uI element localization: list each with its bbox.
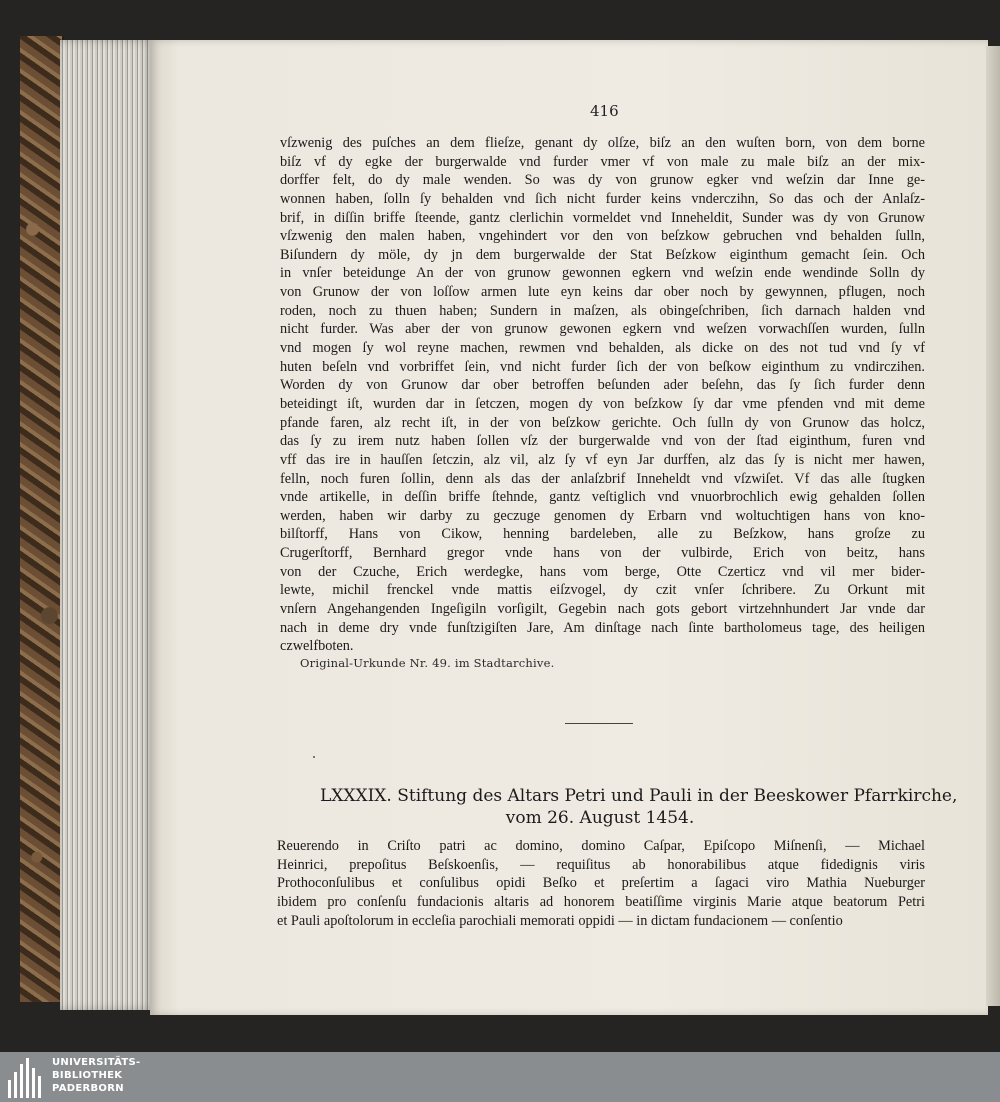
section-heading-title: LXXXIX. Stiftung des Altars Petri und Pauli in der Beeskower Pfarrkirche, bbox=[320, 786, 958, 806]
text-line: in vnſer beteidunge An der von grunow gewonnen egkern vnd weſzin ende wendinde Solln dy bbox=[280, 265, 925, 282]
section-divider bbox=[565, 723, 633, 724]
marbled-cover bbox=[20, 36, 64, 1002]
page-edges bbox=[60, 40, 155, 1010]
text-line: huten beſeln vnd vorbriffet ſein, vnd nicht furder ſich der von beſkow eiginthum zu vndirczihen. bbox=[280, 358, 925, 375]
latin-text-line: et Pauli apoſtolorum in eccleſia parochiali memorati oppidi — in dictam fundacionem — conſentio bbox=[277, 912, 843, 929]
library-footer bbox=[0, 1052, 1000, 1102]
text-line: brif, in diſſin briffe ſteende, gantz clerlichin vormeldet vnd Inneheldit, Sunder was dy von Grunow bbox=[280, 209, 925, 226]
text-line: nicht furder. Was aber der von grunow gewonen egkern vnd weſzen vorwachſſen wurden, ſulln bbox=[280, 321, 925, 338]
section-heading bbox=[320, 785, 958, 829]
latin-body bbox=[277, 837, 925, 930]
text-line: dorffer felt, do dy male wenden. So was dy von grunow egker vnd weſzin dar Inne ge- bbox=[280, 172, 925, 189]
section-heading-date: vom 26. August 1454. bbox=[505, 808, 695, 828]
text-line: roden, noch zu thuen haben; Sundern in maſzen, als obingeſchriben, ſich darnach halden vnd bbox=[280, 302, 925, 319]
latin-text-line: ibidem pro conſenſu fundacionis altaris ad honorem beatiſſime virginis Marie atque beatorum Petri bbox=[277, 893, 925, 910]
text-line: vſzwenig des puſches an dem flieſze, genant dy olſze, biſz an den wuſten born, von dem borne bbox=[280, 135, 925, 151]
text-line: czwelfboten. bbox=[280, 638, 354, 655]
text-line: Worden dy von Grunow dar ober betroffen beſunden ader beſehn, das ſy ſich furder denn bbox=[280, 377, 925, 394]
page-number: 416 bbox=[590, 102, 619, 120]
library-name bbox=[52, 1056, 141, 1095]
text-line: vnd mogen ſy wol reyne machen, rewmen vnd behalden, als dicke on des not tud vnd ſy vf bbox=[280, 340, 925, 357]
text-line: vnde artikelle, in deſſin briffe ſtehnde, gantz veſtiglich vnd vnuorbrochlich ewig gehalden ſollen bbox=[280, 489, 925, 506]
text-line: nach in deme dry vnde funſtzigiſten Jare, Am dinſtage nach ſinte bartholomeus tage, des heiligen bbox=[280, 619, 925, 636]
text-line: von Grunow der von loſſow armen lute eyn keins dar ober noch by gewynnen, pflugen, noch bbox=[280, 284, 925, 301]
text-line: Biſundern dy möle, dy jn dem burgerwalde der Stat Beſzkow eiginthum gemacht ſein. Och bbox=[280, 246, 925, 263]
text-line: werden, haben wir darby zu geczuge genomen dy Erbarn vnd woltuchtigen hans von kno- bbox=[280, 507, 925, 524]
ink-speck bbox=[313, 756, 315, 758]
text-line: Crugerſtorff, Bernhard gregor vnde hans von der vulbirde, Erich von beitz, hans bbox=[280, 545, 925, 562]
text-line: von der Czuche, Erich werdegke, hans vom berge, Otte Czerticz vnd vil mer bider- bbox=[280, 563, 925, 580]
latin-text-line: Prothoconſulibus et conſulibus opidi Beſko et preſertim a ſagaci viro Mathia Nueburger bbox=[277, 875, 925, 892]
text-line: das ſy zu irem nutz haben ſollen vſz der burgerwalde vnd von der ſtad eiginthum, furen vnd bbox=[280, 433, 925, 450]
text-line: vnſern Angehangenden Ingeſigiln vorſigilt, Gegebin nach gots gebort virtzehnhundert Jar vnde dar bbox=[280, 601, 925, 618]
text-line: lewte, michil frenckel vnde mattis eiſzvogel, dy czit vnſer ſchribere. Zu Orkunt mit bbox=[280, 582, 925, 599]
document-body bbox=[280, 134, 925, 656]
right-page-edge bbox=[986, 46, 1000, 1006]
text-line: vff das ire in hauſſen ſetczin, alz vil, alz ſy vf eyn Jar durffen, alz das ſy is nicht mer hawen, bbox=[280, 451, 925, 468]
text-line: pfande faren, alz recht iſt, in der von beſzkow gerichte. Och ſulln dy von Grunow das holcz, bbox=[280, 414, 925, 431]
library-name-line1: UNIVERSITÄTS- bbox=[52, 1057, 141, 1068]
text-line: wonnen haben, ſolln ſy behalden vnd ſich nicht furder keins vnderczihn, So das och der Anlaſz- bbox=[280, 190, 925, 207]
text-line: biſz vf dy egke der burgerwalde vnd furder vmer vf von male zu male biſz an der mix- bbox=[280, 153, 925, 170]
source-note: Original-Urkunde Nr. 49. im Stadtarchive. bbox=[300, 656, 555, 670]
latin-text-line: Heinrici, prepoſitus Beſskoenſis, — requiſitus ab honorabilibus atque fidedignis viris bbox=[277, 856, 925, 873]
text-line: felln, noch furen ſollin, denn als das der anlaſzbrif Inneheldt vnd vſzwiſet. Vf das alle ſtugken bbox=[280, 470, 925, 487]
text-line: beteidingt iſt, wurden dar in ſetczen, mogen dy von beſzkow ſy dar vme pfenden vnd mit deme bbox=[280, 395, 925, 412]
latin-text-line: Reuerendo in Criſto patri ac domino, domino Caſpar, Epiſcopo Miſnenſi, — Michael bbox=[277, 838, 925, 854]
text-line: vſzwenig den malen haben, vngehindert vor den von beſzkow gebruchen vnd behalden ſulln, bbox=[280, 228, 925, 245]
library-logo-icon bbox=[6, 1056, 46, 1098]
text-line: bilſtorff, Hans von Cikow, henning bardeleben, alle zu Beſzkow, hans groſze zu bbox=[280, 526, 925, 543]
library-name-line2: BIBLIOTHEK bbox=[52, 1070, 123, 1081]
library-name-line3: PADERBORN bbox=[52, 1083, 124, 1094]
